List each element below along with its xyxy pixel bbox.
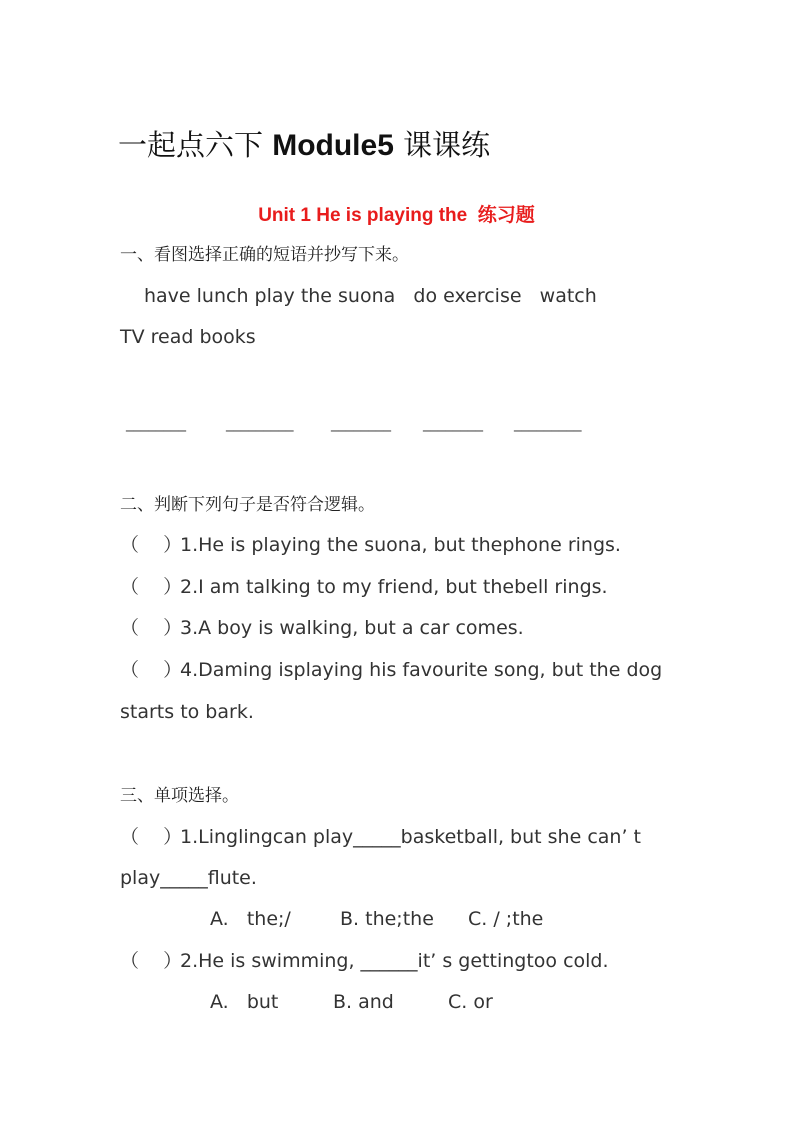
answer-blank: ________ xyxy=(331,414,391,432)
section2-heading: 二、判断下列句子是否符合逻辑。 xyxy=(120,495,375,515)
judge-item: （ ）1.He is playing the suona, but thephone rings. xyxy=(120,534,621,556)
option-c: C. or xyxy=(448,991,493,1013)
answer-blank: _________ xyxy=(226,414,294,432)
judge-item: （ ）2.I am talking to my friend, but thebell rings. xyxy=(120,576,608,598)
phrase-bank-line2: TV read books xyxy=(120,326,256,348)
answer-blank: ________ xyxy=(126,414,186,432)
choice-question-1: （ ）1.Linglingcan play_____basketball, but she can’ t xyxy=(120,826,641,848)
choice-question-1-cont: play_____flute. xyxy=(120,867,257,889)
judge-item-continuation: starts to bark. xyxy=(120,701,254,723)
option-c: C. / ;the xyxy=(468,908,544,930)
option-b: B. the;the xyxy=(340,908,434,930)
option-b: B. and xyxy=(333,991,394,1013)
answer-blank: _________ xyxy=(514,414,582,432)
answer-blank: ________ xyxy=(423,414,483,432)
option-a: A. but xyxy=(210,991,279,1013)
section3-heading: 三、单项选择。 xyxy=(120,786,239,806)
phrase-bank-line1: have lunch play the suona do exercise watch xyxy=(144,285,597,307)
document-title: 一起点六下 Module5 课课练 xyxy=(118,128,491,162)
option-a: A. the;/ xyxy=(210,908,291,930)
judge-item: （ ）3.A boy is walking, but a car comes. xyxy=(120,617,524,639)
unit-subtitle: Unit 1 He is playing the 练习题 xyxy=(258,205,535,226)
choice-question-2: （ ）2.He is swimming, ______it’ s gettingtoo cold. xyxy=(120,950,609,972)
judge-item: （ ）4.Daming isplaying his favourite song, but the dog xyxy=(120,659,663,681)
section1-heading: 一、看图选择正确的短语并抄写下来。 xyxy=(120,245,409,265)
